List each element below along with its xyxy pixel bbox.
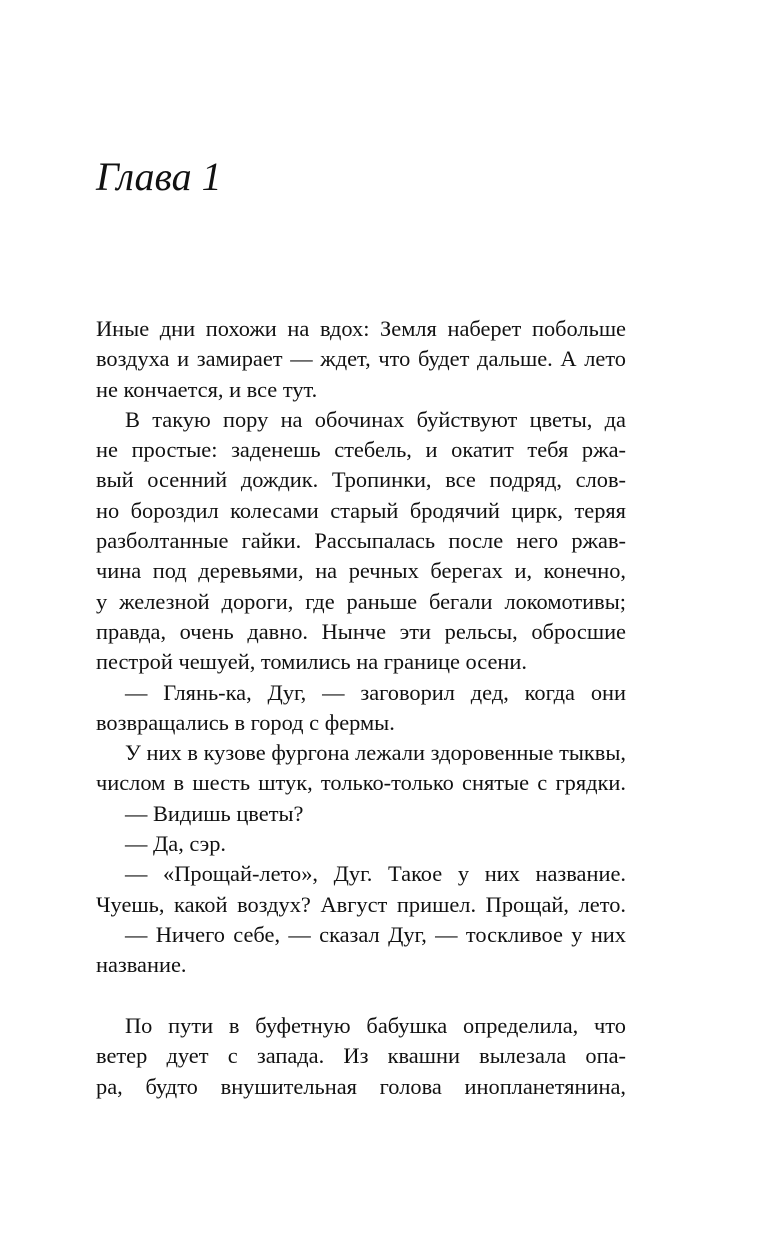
text-line: чина под деревьями, на речных берегах и, конечно, [96, 558, 626, 584]
text-line: не простые: заденешь стебель, и окатит тебя ржа- [96, 437, 626, 463]
text-line: Иные дни похожи на вдох: Земля наберет побольше [96, 316, 626, 341]
text-line: ра, будто внушительная голова инопланетянина, [96, 1073, 626, 1099]
text-line: ветер дует с запада. Из квашни вылезала опа- [96, 1043, 626, 1069]
text-line: не кончается, и все тут. [96, 376, 318, 402]
text-line: — Видишь цветы? [125, 800, 304, 826]
text-line: но бороздил колесами старый бродячий цирк, теряя [96, 497, 626, 523]
text-line: У них в кузове фургона лежали здоровенные тыквы, [125, 740, 626, 766]
text-line: разболтанные гайки. Рассыпалась после него ржав- [96, 528, 626, 554]
text-line: название. [96, 952, 187, 978]
text-line: пестрой чешуей, томились на границе осени. [96, 649, 527, 675]
text-line: По пути в буфетную бабушка определила, что [125, 1013, 626, 1038]
text-line: правда, очень давно. Нынче эти рельсы, обросшие [96, 618, 626, 644]
text-line: вый осенний дождик. Тропинки, все подряд, слов- [96, 467, 626, 493]
text-line: В такую пору на обочинах буйствуют цветы, да [125, 406, 626, 432]
text-block-main [96, 314, 626, 981]
text-block-continued [96, 1011, 626, 1102]
text-line: — Глянь-ка, Дуг, — заговорил дед, когда они [125, 679, 626, 705]
text-line: воздуха и замирает — ждет, что будет дальше. А лето [96, 346, 626, 372]
text-line: у железной дороги, где раньше бегали локомотивы; [96, 588, 626, 614]
text-line: возвращались в город с фермы. [96, 709, 395, 735]
text-line: — Ничего себе, — сказал Дуг, — тоскливое у них [125, 921, 626, 947]
text-line: — Да, сэр. [125, 831, 227, 857]
text-line: — «Прощай-лето», Дуг. Такое у них название. [125, 861, 626, 887]
text-line: Чуешь, какой воздух? Август пришел. Прощай, лето. [96, 891, 626, 917]
chapter-title: Глава 1 [96, 154, 222, 199]
text-line: числом в шесть штук, только-только снятые с грядки. [96, 770, 626, 796]
